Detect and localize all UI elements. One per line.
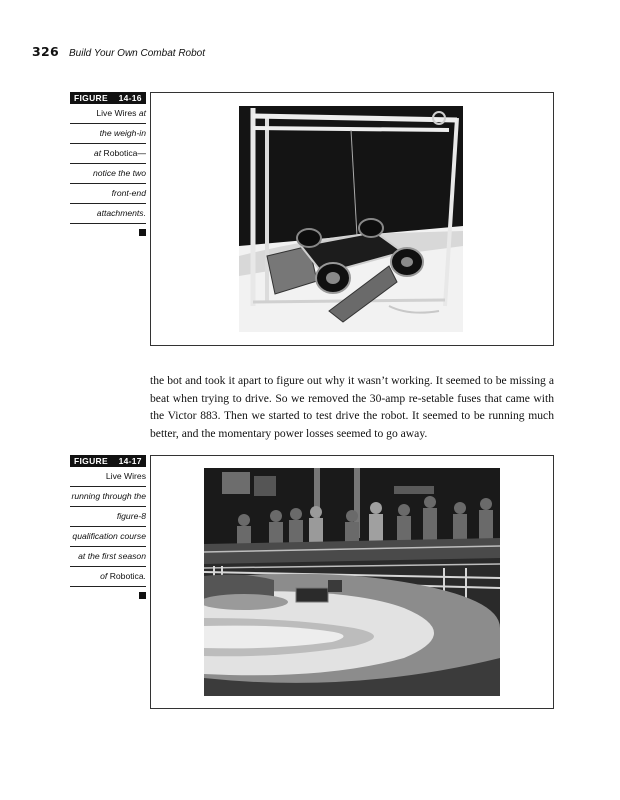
figure-label: FIGURE 14-16 — [70, 92, 146, 104]
caption-text: at the first season — [78, 551, 146, 561]
running-head-title: Build Your Own Combat Robot — [69, 48, 206, 59]
body-paragraph: the bot and took it apart to figure out why it wasn’t working. It seemed to be missing a beat when trying to drive. So we removed the 30-amp re-setable fuses that came with the Victor 883. Then we started to test drive the robot. It seemed to be running much better, and the momentary power losses seemed to go away. — [150, 374, 554, 440]
figure-label: FIGURE 14-17 — [70, 455, 146, 467]
caption-line — [70, 567, 146, 587]
caption-text: attachments. — [96, 208, 146, 218]
caption-line — [70, 104, 146, 124]
caption-line — [70, 164, 146, 184]
caption-text: at — [93, 148, 104, 158]
caption-line — [70, 527, 146, 547]
figure-14-16-caption — [70, 92, 146, 236]
caption-line — [70, 507, 146, 527]
caption-line — [70, 547, 146, 567]
caption-text: notice the two — [92, 168, 146, 178]
caption-text: Robotica — [109, 571, 144, 581]
caption-text: of — [100, 571, 110, 581]
caption-line — [70, 144, 146, 164]
caption-text: qualification course — [72, 531, 146, 541]
end-mark-square-icon — [139, 592, 146, 599]
caption-text: at — [138, 108, 146, 118]
photo-robot-weigh-in — [239, 106, 463, 332]
caption-lines — [70, 104, 146, 224]
caption-text: Robotica — [103, 148, 138, 158]
caption-text: running through the — [71, 491, 146, 501]
caption-text: figure-8 — [116, 511, 146, 521]
caption-lines — [70, 467, 146, 587]
caption-text: the weigh-in — [99, 128, 146, 138]
figure-14-17-frame — [150, 455, 554, 709]
photo-figure-8-course — [204, 468, 500, 696]
caption-line — [70, 184, 146, 204]
caption-line — [70, 487, 146, 507]
caption-line — [70, 124, 146, 144]
figure-14-16-frame — [150, 92, 554, 346]
figure-14-17-caption — [70, 455, 146, 599]
caption-text: — — [137, 148, 146, 158]
end-mark-square-icon — [139, 229, 146, 236]
caption-text: front-end — [111, 188, 146, 198]
page-number: 326 — [32, 44, 59, 59]
page-header — [32, 44, 205, 58]
caption-text: . — [143, 571, 146, 581]
caption-text: Live Wires — [105, 471, 146, 481]
caption-text: Live Wires — [96, 108, 139, 118]
caption-line — [70, 204, 146, 224]
caption-line — [70, 467, 146, 487]
